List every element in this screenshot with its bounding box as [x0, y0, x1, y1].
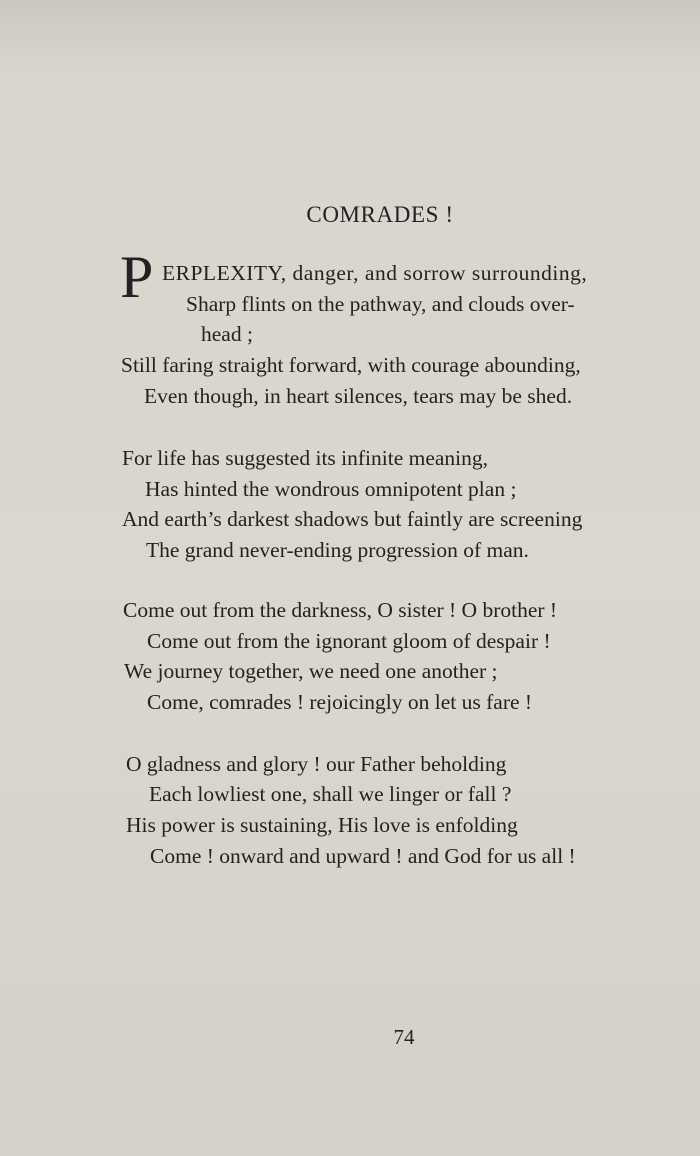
stanza-1-line-4: Still faring straight forward, with courage abounding, [121, 353, 581, 377]
drop-cap: P [120, 244, 154, 310]
stanza-3-line-2: Come out from the ignorant gloom of despair ! [147, 629, 551, 653]
stanza-3-line-4: Come, comrades ! rejoicingly on let us fare ! [147, 690, 533, 714]
poem-title: COMRADES ! [306, 202, 454, 227]
stanza-3-line-3: We journey together, we need one another ; [124, 659, 498, 683]
stanza-2-line-2: Has hinted the wondrous omnipotent plan ; [145, 477, 517, 501]
stanza-2-line-1: For life has suggested its infinite meaning, [122, 446, 489, 470]
stanza-1-line-1: ERPLEXITY, danger, and sorrow surrounding, [162, 261, 588, 285]
stanza-1-line-5: Even though, in heart silences, tears may be shed. [144, 384, 573, 408]
page-number: 74 [393, 1025, 415, 1049]
stanza-2-line-3: And earth’s darkest shadows but faintly are screening [122, 507, 583, 531]
stanza-1-line-3: head ; [201, 322, 253, 346]
stanza-3-line-1: Come out from the darkness, O sister ! O brother ! [123, 598, 558, 622]
stanza-4-line-3: His power is sustaining, His love is enfolding [126, 813, 518, 837]
stanza-4-line-4: Come ! onward and upward ! and God for us all ! [150, 844, 576, 868]
stanza-1-line-2: Sharp flints on the pathway, and clouds over- [186, 292, 575, 316]
stanza-4-line-2: Each lowliest one, shall we linger or fall ? [149, 782, 512, 806]
stanza-4-line-1: O gladness and glory ! our Father beholding [126, 752, 507, 776]
stanza-2-line-4: The grand never-ending progression of man. [146, 538, 529, 562]
